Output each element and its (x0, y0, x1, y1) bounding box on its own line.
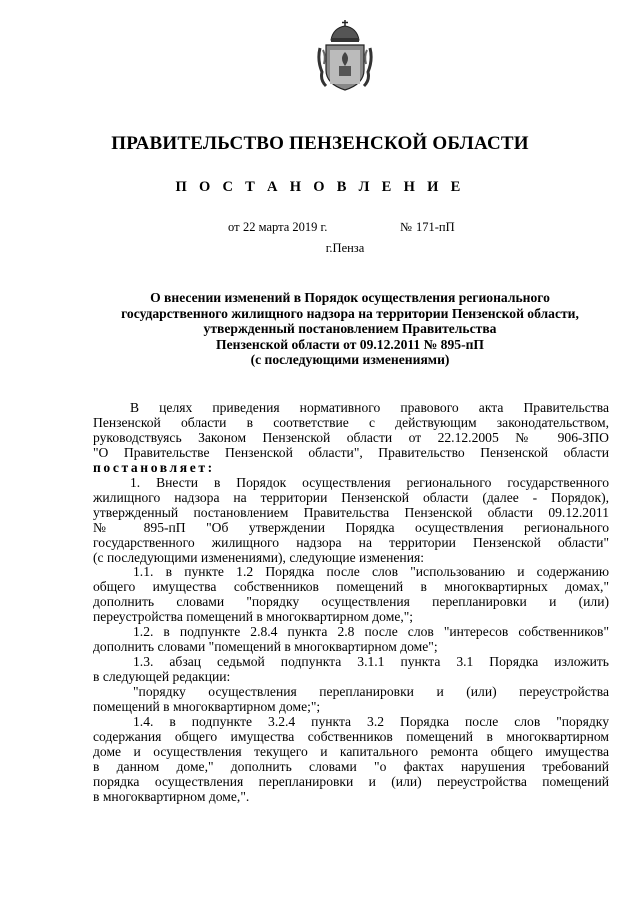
body-line: "О Правительстве Пензенской области", Правительство Пензенской области (93, 444, 609, 460)
body-line: 1.4. в подпункте 3.2.4 пункта 3.2 Порядка после слов "порядку (133, 714, 609, 730)
body-line: порядка осуществления перепланировки и (или) переустройства помещений (93, 773, 609, 789)
body-line: 1.2. в подпункте 2.8.4 пункта 2.8 после слов "интересов собственников" (133, 624, 609, 640)
subject-line: (с последующими изменениями) (250, 352, 450, 368)
document-body (93, 401, 609, 805)
body-line: дополнить словами "помещений в многоквартирном доме"; (93, 639, 438, 655)
body-line: 1.3. абзац седьмой подпункта 3.1.1 пункта 3.1 Порядка изложить (133, 654, 609, 670)
body-line: в многоквартирном доме,". (93, 788, 250, 804)
body-line: 1. Внести в Порядок осуществления регионального государственного (130, 474, 609, 490)
body-line: руководствуясь Законом Пензенской области от 22.12.2005 № 906-ЗПО (93, 429, 609, 445)
city-name: г.Пенза (325, 241, 365, 255)
document-type: П О С Т А Н О В Л Е Н И Е (175, 179, 465, 195)
date-prefix: от (228, 220, 240, 234)
body-line: государственного жилищного надзора на территории Пензенской области" (93, 534, 609, 550)
body-line: переустройства помещений в многоквартирном доме,"; (93, 609, 414, 625)
body-line: в следующей редакции: (93, 669, 231, 685)
document-subject (70, 290, 630, 368)
body-line: дополнить словами "порядку осуществления перепланировки и (или) (93, 594, 609, 610)
subject-line: Пензенской области от 09.12.2011 № 895-пП (216, 336, 484, 352)
body-line: В целях приведения нормативного правового акта Правительства (130, 400, 609, 415)
organization-title: ПРАВИТЕЛЬСТВО ПЕНЗЕНСКОЙ ОБЛАСТИ (111, 133, 529, 154)
subject-line: государственного жилищного надзора на территории Пензенской области, (121, 305, 579, 321)
body-line: Пензенской области в соответствие с действующим законодательством, (93, 414, 609, 430)
subject-line: О внесении изменений в Порядок осуществления регионального (150, 290, 550, 305)
body-line: жилищного надзора на территории Пензенской области (далее - Порядок), (93, 489, 609, 505)
body-line: утвержденный постановлением Правительства Пензенской области 09.12.2011 (93, 504, 609, 520)
body-line: "порядку осуществления перепланировки и (или) переустройства (133, 684, 609, 700)
body-line: содержания общего имущества собственников помещений в многоквартирном (93, 728, 609, 744)
document-number: 171-пП (416, 220, 455, 234)
document-date: 22 марта 2019 г. (243, 220, 328, 234)
body-line: общего имущества собственников помещений в многоквартирных домах," (93, 579, 609, 595)
subject-line: утвержденный постановлением Правительства (203, 321, 497, 337)
number-prefix: № (400, 220, 412, 234)
resolution-keyword: постановляет: (93, 459, 215, 475)
body-line: доме и осуществления текущего и капитального ремонта общего имущества (93, 743, 609, 759)
body-line: помещений в многоквартирном доме;"; (93, 699, 321, 715)
body-line: 1.1. в пункте 1.2 Порядка после слов "использованию и содержанию (133, 564, 609, 580)
body-line: в данном доме," дополнить словами "о фактах нарушения требований (93, 758, 609, 774)
body-line: (с последующими изменениями), следующие изменения: (93, 549, 425, 565)
body-line: № 895-пП "Об утверждении Порядка осуществления регионального (93, 519, 609, 535)
penza-coat-of-arms-icon (317, 20, 373, 94)
